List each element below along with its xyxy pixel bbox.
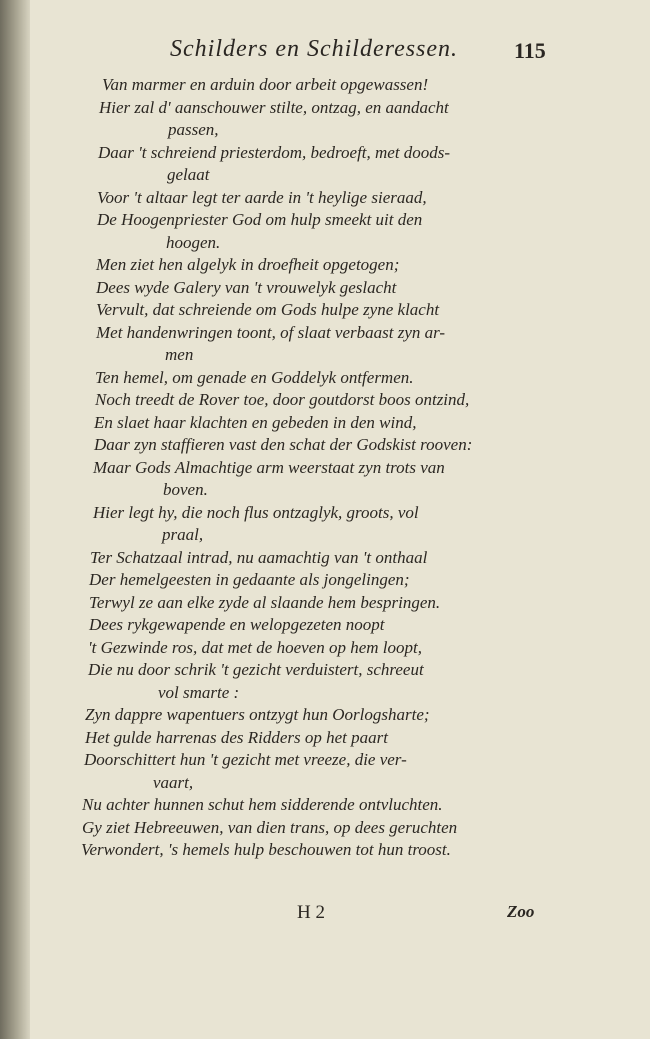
verse-line: Daar 't schreiend priesterdom, bedroeft, met doods- — [98, 142, 451, 162]
verse-line: vol smarte : — [158, 682, 240, 702]
verse-line: Ten hemel, om genade en Goddelyk ontfermen. — [95, 367, 414, 387]
verse-line: Nu achter hunnen schut hem sidderende ontvluchten. — [82, 795, 443, 814]
verse-line: Vervult, dat schreiende om Gods hulpe zyne klacht — [96, 300, 440, 319]
verse-line: Hier zal d' aanschouwer stilte, ontzag, en aandacht — [99, 97, 449, 117]
verse-line: Zyn dappre wapentuers ontzygt hun Oorlogsharte; — [85, 705, 430, 724]
verse-line: Men ziet hen algelyk in droefheit opgetogen; — [96, 255, 400, 274]
verse-line: Het gulde harrenas des Ridders op het paart — [85, 727, 388, 747]
verse-line: Maar Gods Almachtige arm weerstaat zyn trots van — [93, 457, 445, 477]
verse-line: gelaat — [167, 165, 210, 184]
signature-mark: H 2 — [297, 902, 325, 923]
verse-line: vaart, — [153, 772, 194, 792]
verse-line: Noch treedt de Rover toe, door goutdorst boos ontzind, — [95, 390, 470, 409]
verse-line: men — [165, 345, 194, 364]
verse-line: Der hemelgeesten in gedaante als jongelingen; — [89, 570, 410, 589]
poem-text — [0, 74, 650, 862]
verse-line: hoogen. — [166, 232, 221, 252]
verse-line: Dees rykgewapende en welopgezeten noopt — [89, 615, 385, 634]
verse-line: praal, — [162, 525, 204, 544]
catchword: Zoo — [507, 902, 535, 921]
verse-line: Verwondert, 's hemels hulp beschouwen tot hun troost. — [81, 840, 451, 859]
verse-line: 't Gezwinde ros, dat met de hoeven op hem loopt, — [88, 637, 422, 657]
verse-line: Terwyl ze aan elke zyde al slaande hem bespringen. — [89, 592, 441, 612]
running-title: Schilders en Schilderessen. — [170, 36, 459, 62]
verse-line: boven. — [163, 480, 208, 499]
verse-line: Met handenwringen toont, of slaat verbaast zyn ar- — [96, 322, 446, 342]
verse-line: Dees wyde Galery van 't vrouwelyk geslacht — [96, 277, 397, 297]
verse-line: Doorschittert hun 't gezicht met vreeze, die ver- — [84, 750, 407, 769]
verse-line: Ter Schatzaal intrad, nu aamachtig van 't onthaal — [90, 547, 428, 567]
verse-line: En slaet haar klachten en gebeden in den wind, — [94, 412, 417, 432]
verse-line: passen, — [168, 120, 219, 139]
page-number: 115 — [514, 38, 546, 63]
verse-line: Die nu door schrik 't gezicht verduistert, schreeut — [88, 660, 424, 679]
page-footer — [0, 902, 650, 932]
page-header — [170, 36, 570, 70]
verse-line: Voor 't altaar legt ter aarde in 't heylige sieraad, — [97, 187, 427, 207]
verse-line: Van marmer en arduin door arbeit opgewassen! — [102, 75, 429, 94]
verse-line: De Hoogenpriester God om hulp smeekt uit den — [97, 210, 423, 229]
verse-line: Gy ziet Hebreeuwen, van dien trans, op dees geruchten — [82, 817, 458, 837]
verse-line: Hier legt hy, die noch flus ontzaglyk, groots, vol — [93, 502, 419, 522]
verse-line: Daar zyn staffieren vast den schat der Godskist rooven: — [94, 435, 473, 454]
